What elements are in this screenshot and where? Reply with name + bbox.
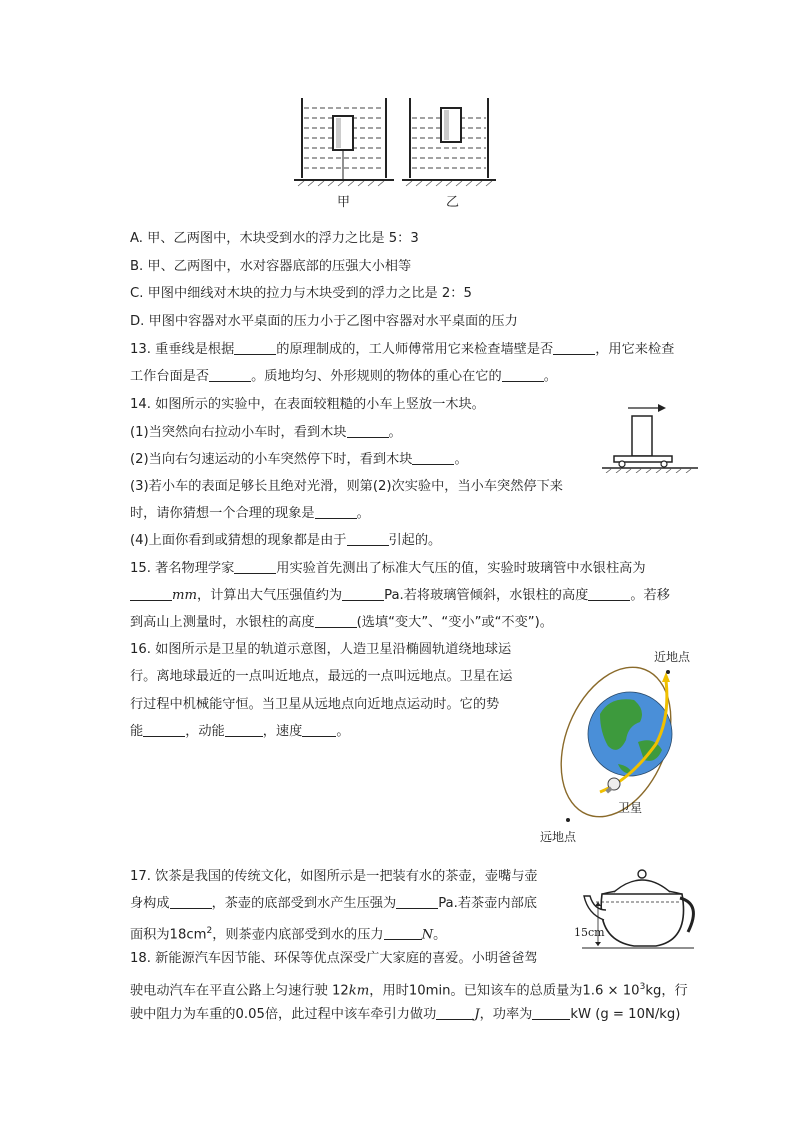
q14-text: 。 — [388, 425, 402, 440]
teapot-lid — [614, 880, 670, 892]
q17-text: ，则茶壶内底部受到水的压力 — [212, 927, 384, 943]
far-point-dot — [566, 818, 570, 822]
answer-blank[interactable] — [302, 722, 336, 737]
q18-line-2 — [130, 977, 688, 1001]
answer-blank[interactable] — [347, 531, 389, 546]
q15-text: 用实验首先测出了标准大气压的值，实验时玻璃管中水银柱高为 — [276, 561, 646, 576]
q17-text: 面积为18cm — [130, 927, 207, 943]
answer-blank[interactable] — [502, 367, 544, 382]
q18-text: kW (g = 10N/kg) — [570, 1007, 681, 1022]
q13-text: 的原理制成的，工人师傅常用它来检查墙壁是否 — [276, 342, 554, 357]
figure-label-yi: 乙 — [446, 195, 460, 210]
answer-blank[interactable] — [553, 340, 595, 355]
q15-text: Pa.若将玻璃管倾斜，水银柱的高度 — [384, 588, 589, 603]
q14-text: (1)当突然向右拉动小车时，看到木块 — [130, 425, 347, 440]
option-a: A. 甲、乙两图中，木块受到水的浮力之比是 5：3 — [130, 231, 419, 246]
q15-line-3 — [130, 613, 553, 633]
q16-text: 。 — [336, 724, 350, 739]
figure-label-jia: 甲 — [337, 195, 351, 210]
q18-text: kg，行 — [645, 983, 688, 999]
answer-blank[interactable] — [234, 559, 276, 574]
superscript: 2 — [206, 926, 213, 936]
q14-text: 时，请你猜想一个合理的现象是 — [130, 506, 315, 521]
q16-line-1: 16. 如图所示是卫星的轨道示意图，人造卫星沿椭圆轨道绕地球运 — [130, 642, 512, 657]
satellite-icon — [605, 778, 620, 793]
q15-line-2 — [130, 586, 670, 606]
q13-text: 工作台面是否 — [130, 369, 210, 384]
q17-text: 身构成 — [130, 896, 170, 911]
answer-blank[interactable] — [588, 586, 630, 601]
q14-text: (2)当向右匀速运动的小车突然停下时，看到木块 — [130, 452, 413, 467]
container-jia — [294, 98, 394, 186]
near-point-label: 近地点 — [654, 650, 691, 664]
unit-j: J — [474, 1007, 480, 1022]
q14-line-5 — [130, 504, 370, 524]
q15-text: 15. 著名物理学家 — [130, 561, 235, 576]
q16-text: ，速度 — [262, 724, 303, 739]
answer-blank[interactable] — [234, 340, 276, 355]
unit-km: km — [348, 983, 370, 999]
q13-text: 。 — [543, 369, 557, 384]
q15-text: (选填“变大”、“变小”或“不变”)。 — [356, 615, 553, 630]
q14-text: 。 — [356, 506, 370, 521]
answer-blank[interactable] — [209, 367, 251, 382]
q14-line-2 — [130, 423, 402, 443]
wood-block — [632, 416, 652, 456]
q14-text: 。 — [454, 452, 468, 467]
q14-line-1: 14. 如图所示的实验中，在表面较粗糙的小车上竖放一木块。 — [130, 397, 485, 412]
q14-line-3 — [130, 450, 468, 470]
q14-text: (4)上面你看到或猜想的现象都是由于 — [130, 533, 347, 548]
unit-mm: mm — [172, 588, 198, 603]
q13-text: 。质地均匀、外形规则的物体的重心在它的 — [251, 369, 502, 384]
cart-figure — [600, 398, 700, 473]
q17-text: Pa.若茶壶内部底 — [438, 896, 537, 911]
answer-blank[interactable] — [315, 504, 357, 519]
q16-text: 能 — [130, 724, 144, 739]
q17-line-2 — [130, 894, 537, 914]
q18-text: ，功率为 — [479, 1007, 533, 1022]
q16-line-3: 行过程中机械能守恒。当卫星从远地点向近地点运动时。它的势 — [130, 697, 500, 712]
option-c: C. 甲图中细线对木块的拉力与木块受到的浮力之比是 2：5 — [130, 286, 472, 301]
answer-blank[interactable] — [342, 586, 384, 601]
q14-line-4: (3)若小车的表面足够长且绝对光滑，则第(2)次实验中，当小车突然停下来 — [130, 479, 563, 494]
buoyancy-figure — [290, 94, 505, 189]
q18-line-3 — [130, 1005, 680, 1025]
q15-text: ，计算出大气压强值约为 — [197, 588, 343, 603]
container-yi — [402, 98, 496, 186]
unit-n: N — [421, 927, 434, 943]
q17-line-3 — [130, 921, 446, 945]
q16-line-4 — [130, 722, 350, 742]
option-d: D. 甲图中容器对水平桌面的压力小于乙图中容器对水平桌面的压力 — [130, 314, 518, 329]
satellite-label: 卫星 — [618, 801, 643, 815]
wheel-icon — [619, 461, 625, 467]
answer-blank[interactable] — [143, 722, 185, 737]
wheel-icon — [661, 461, 667, 467]
height-label: 15cm — [574, 926, 605, 939]
q13-text: 13. 重垂线是根据 — [130, 342, 235, 357]
answer-blank[interactable] — [170, 894, 212, 909]
q15-text: 。若移 — [630, 588, 670, 603]
q17-line-1: 17. 饮茶是我国的传统文化，如图所示是一把装有水的茶壶，壶嘴与壶 — [130, 869, 538, 884]
q16-line-2: 行。离地球最近的一点叫近地点，最远的一点叫远地点。卫星在运 — [130, 669, 513, 684]
q16-text: ，动能 — [185, 724, 225, 739]
q14-line-6 — [130, 531, 441, 551]
option-b: B. 甲、乙两图中，水对容器底部的压强大小相等 — [130, 259, 412, 274]
superscript: 3 — [639, 982, 646, 992]
answer-blank[interactable] — [396, 894, 438, 909]
q17-text: ，茶壶的底部受到水产生压强为 — [211, 896, 397, 911]
q18-text: 驶电动汽车在平直公路上匀速行驶 12 — [130, 983, 349, 999]
answer-blank[interactable] — [532, 1005, 570, 1020]
q13-text: ，用它来检查 — [595, 342, 675, 357]
answer-blank[interactable] — [315, 613, 357, 628]
answer-blank[interactable] — [130, 586, 172, 601]
q17-text: 。 — [433, 927, 447, 943]
answer-blank[interactable] — [347, 423, 389, 438]
q18-line-1: 18. 新能源汽车因节能、环保等优点深受广大家庭的喜爱。小明爸爸驾 — [130, 951, 538, 966]
answer-blank[interactable] — [384, 925, 422, 940]
q13-line-1 — [130, 340, 674, 360]
answer-blank[interactable] — [436, 1005, 474, 1020]
q18-text: 驶中阻力为车重的0.05倍，此过程中该车牵引力做功 — [130, 1007, 437, 1022]
answer-blank[interactable] — [225, 722, 263, 737]
q18-text: ，用时10min。已知该车的总质量为1.6 × 10 — [369, 983, 640, 999]
q13-line-2 — [130, 367, 557, 387]
q15-text: 到高山上测量时，水银柱的高度 — [130, 615, 315, 630]
q15-line-1 — [130, 559, 646, 579]
answer-blank[interactable] — [412, 450, 454, 465]
q14-text: 引起的。 — [388, 533, 442, 548]
near-point-dot — [666, 670, 670, 674]
far-point-label: 远地点 — [540, 830, 577, 844]
